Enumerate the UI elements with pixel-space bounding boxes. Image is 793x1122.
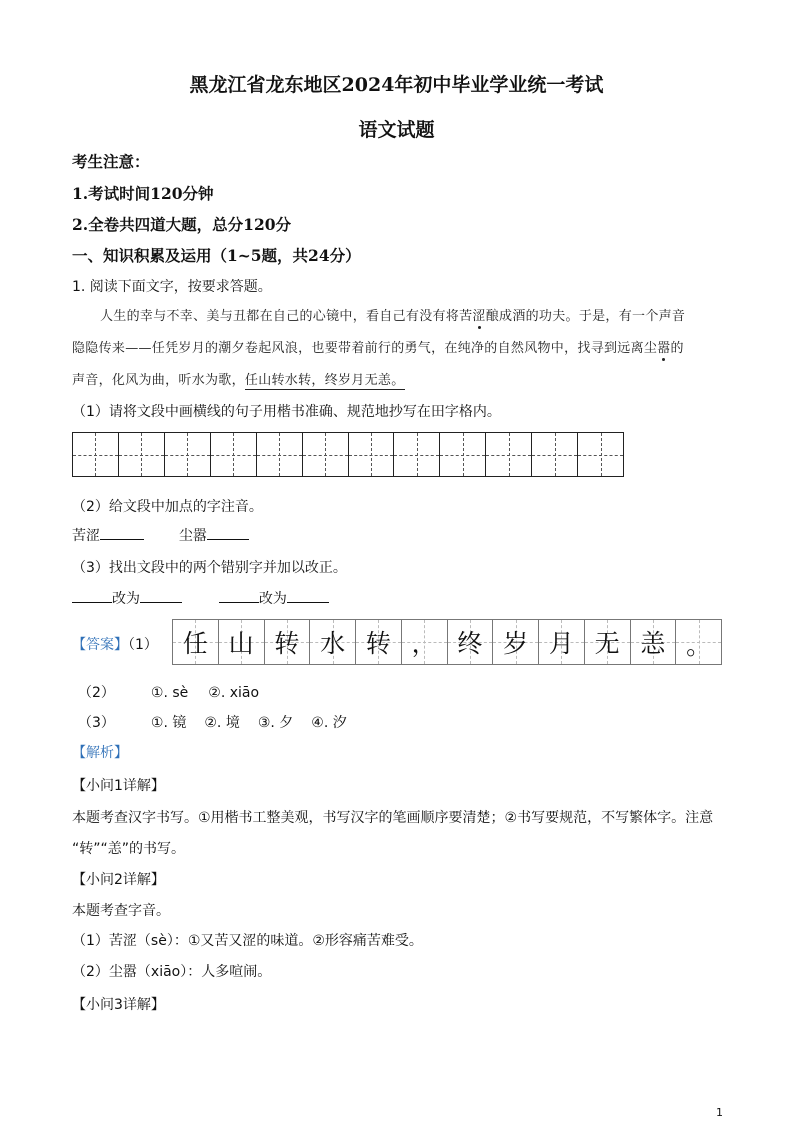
answer-row-1	[72, 634, 158, 654]
passage-text: 隐隐传来——任凭岁月的潮夕卷起风浪，也要带着前行的勇气，在纯净的自然风物中，找寻到远离尘	[72, 341, 658, 356]
grid-cell[interactable]	[532, 433, 578, 476]
passage-line-2	[72, 337, 684, 356]
blank-label: 苦涩	[72, 528, 100, 544]
answer-blank[interactable]	[100, 539, 144, 540]
answer-blank[interactable]	[207, 539, 249, 540]
answer-char-cell	[448, 620, 494, 664]
answer-row-2	[78, 682, 259, 702]
grid-cell[interactable]	[578, 433, 623, 476]
analysis-label: 【解析】	[72, 745, 128, 761]
analysis-heading-3: 【小问3详解】	[72, 997, 165, 1013]
answer-char-cell	[356, 620, 402, 664]
answer-char: 山	[228, 629, 254, 658]
answer-row-3	[78, 712, 347, 732]
page-title: 黑龙江省龙东地区2024年初中毕业学业统一考试	[189, 74, 604, 96]
analysis-text: 本题考查汉字书写。①用楷书工整美观，书写汉字的笔画顺序要清楚；②书写要规范，不写繁体字。注意	[72, 810, 714, 826]
answer-char-cell	[676, 620, 721, 664]
answer-part-1: （1）	[128, 637, 158, 653]
correction-blanks	[72, 588, 329, 608]
sub-question-1: （1）请将文段中画横线的句子用楷书准确、规范地抄写在田字格内。	[72, 404, 501, 420]
answer-value: ④. 汐	[311, 715, 347, 731]
grid-cell[interactable]	[440, 433, 486, 476]
notice-item-2: 2.全卷共四道大题，总分120分	[72, 215, 292, 234]
answer-blank[interactable]	[287, 602, 329, 603]
answer-char: 无	[594, 629, 620, 658]
answer-value: ①. sè	[150, 685, 189, 701]
notice-heading: 考生注意：	[72, 152, 150, 171]
answer-char: ，	[411, 629, 437, 658]
passage-text: 声音，化风为曲，听水为歌，	[72, 373, 245, 388]
grid-cell[interactable]	[349, 433, 395, 476]
answer-char: 转	[274, 629, 300, 658]
sub-question-2: （2）给文段中加点的字注音。	[72, 499, 263, 515]
notice-item-1: 1.考试时间120分钟	[72, 184, 214, 203]
answer-char-cell	[219, 620, 265, 664]
answer-char: 任	[182, 629, 208, 658]
answer-part-label: （3）	[78, 715, 115, 731]
answer-char-cell	[585, 620, 631, 664]
answer-char: 岁	[503, 629, 529, 658]
answer-char-cell	[493, 620, 539, 664]
answer-char: 转	[365, 629, 391, 658]
change-label: 改为	[112, 591, 140, 607]
answer-calligraphy-grid	[172, 619, 722, 665]
answer-part-label: （2）	[78, 685, 115, 701]
answer-char-cell	[310, 620, 356, 664]
page-number: 1	[716, 1106, 723, 1119]
answer-char-cell	[265, 620, 311, 664]
answer-blank[interactable]	[140, 602, 182, 603]
answer-char-cell	[539, 620, 585, 664]
answer-value: ①. 镜	[150, 715, 187, 731]
answer-char: 终	[457, 629, 483, 658]
answer-value: ②. xiāo	[208, 685, 260, 701]
grid-cell[interactable]	[394, 433, 440, 476]
dotted-char: 涩	[472, 305, 485, 324]
analysis-heading-2: 【小问2详解】	[72, 872, 165, 888]
passage-line-1	[100, 305, 685, 324]
writing-grid[interactable]	[72, 432, 624, 477]
answer-value: ②. 境	[204, 715, 240, 731]
passage-text: 的	[670, 341, 684, 356]
blank-label: 尘嚣	[178, 528, 207, 544]
answer-label: 【答案】	[72, 637, 128, 653]
underlined-sentence: 任山转水转，终岁月无恙。	[244, 373, 405, 388]
section-heading: 一、知识积累及运用（1~5题，共24分）	[72, 246, 361, 265]
question-stem: 1. 阅读下面文字，按要求答题。	[72, 279, 272, 295]
grid-cell[interactable]	[165, 433, 211, 476]
grid-cell[interactable]	[257, 433, 303, 476]
answer-char-cell	[402, 620, 448, 664]
grid-cell[interactable]	[73, 433, 119, 476]
analysis-text: “转”“恙”的书写。	[72, 841, 186, 857]
answer-blank[interactable]	[72, 602, 112, 603]
answer-char-cell	[173, 620, 219, 664]
grid-cell[interactable]	[119, 433, 165, 476]
answer-value: ③. 夕	[257, 715, 294, 731]
answer-char-cell	[631, 620, 677, 664]
pinyin-blanks	[72, 525, 249, 545]
analysis-heading-1: 【小问1详解】	[72, 778, 165, 794]
analysis-text: 本题考查字音。	[72, 903, 170, 919]
sub-question-3: （3）找出文段中的两个错别字并加以改正。	[72, 560, 347, 576]
dotted-char: 嚣	[657, 337, 670, 356]
change-label: 改为	[258, 591, 287, 607]
passage-text: 酿成酒的功夫。于是，有一个声音	[485, 309, 686, 324]
answer-char: 水	[320, 629, 346, 658]
grid-cell[interactable]	[486, 433, 532, 476]
passage-line-3	[72, 369, 405, 388]
analysis-text: （1）苦涩（sè）：①又苦又涩的味道。②形容痛苦难受。	[72, 933, 423, 949]
grid-cell[interactable]	[211, 433, 257, 476]
answer-char: 恙	[640, 629, 666, 658]
analysis-text: （2）尘嚣（xiāo）：人多喧闹。	[72, 964, 272, 980]
page-subtitle: 语文试题	[358, 119, 435, 141]
grid-cell[interactable]	[303, 433, 349, 476]
passage-text: 人生的幸与不幸、美与丑都在自己的心镜中，看自己有没有将苦	[100, 309, 473, 324]
answer-char: 月	[548, 629, 574, 658]
answer-blank[interactable]	[219, 602, 259, 603]
answer-char: 。	[686, 631, 712, 660]
